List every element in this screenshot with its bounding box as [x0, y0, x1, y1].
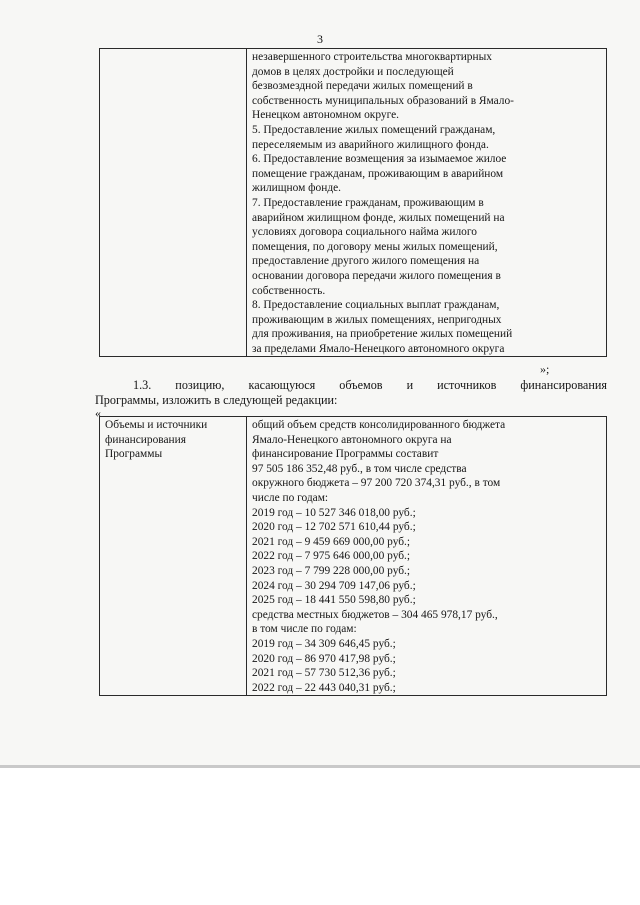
table1-line: собственность муниципальных образований в Ямало-: [252, 94, 514, 107]
funding-line: 2022 год – 7 975 646 000,00 руб.;: [252, 550, 411, 563]
closing-quote: »;: [540, 362, 550, 376]
table1-line: помещения, по договору мены жилых помещений,: [252, 240, 498, 253]
table1-line: за пределами Ямало-Ненецкого автономного округа: [252, 342, 505, 355]
table1-right-cell: [247, 49, 607, 357]
page-number: 3: [317, 32, 323, 46]
funding-label-cell: [100, 417, 247, 696]
funding-line: 2019 год – 10 527 346 018,00 руб.;: [252, 506, 416, 519]
funding-line: средства местных бюджетов – 304 465 978,17 руб.,: [252, 608, 498, 621]
funding-line: 2020 год – 12 702 571 610,44 руб.;: [252, 521, 416, 534]
table1-line: 5. Предоставление жилых помещений гражданам,: [252, 123, 496, 136]
table1-line: 7. Предоставление гражданам, проживающим в: [252, 196, 484, 209]
funding-label-line: Объемы и источники: [105, 419, 208, 431]
program-table-continued: [99, 48, 607, 357]
funding-line: 2022 год – 22 443 040,31 руб.;: [252, 681, 396, 694]
funding-line: числе по годам:: [252, 491, 329, 504]
open-quote: «: [95, 406, 101, 420]
funding-line: в том числе по годам:: [252, 623, 357, 636]
table1-line: домов в целях достройки и последующей: [252, 65, 454, 78]
table1-line: переселяемым из аварийного жилищного фонда.: [252, 138, 489, 151]
table1-line: для проживания, на приобретение жилых помещений: [252, 328, 513, 341]
table1-line: проживающим в жилых помещениях, непригодных: [252, 313, 502, 326]
funding-line: 2021 год – 9 459 669 000,00 руб.;: [252, 535, 411, 548]
funding-line: 2025 год – 18 441 550 598,80 руб.;: [252, 594, 416, 607]
funding-label-line: финансирования: [105, 433, 186, 446]
funding-line: 2024 год – 30 294 709 147,06 руб.;: [252, 579, 416, 592]
funding-line: 97 505 186 352,48 руб., в том числе средства: [252, 462, 467, 475]
funding-line: финансирование Программы составит: [252, 448, 439, 461]
funding-table: [99, 416, 607, 696]
funding-line: 2020 год – 86 970 417,98 руб.;: [252, 652, 396, 665]
funding-line: 2023 год – 7 799 228 000,00 руб.;: [252, 564, 411, 577]
table1-line: основании договора передачи жилого помещения в: [252, 269, 501, 282]
table1-line: незавершенного строительства многоквартирных: [252, 51, 492, 63]
table1-line: собственность.: [252, 284, 326, 297]
amendment-paragraph: [95, 378, 607, 408]
table1-left-cell: [100, 49, 247, 357]
paragraph-line-2: Программы, изложить в следующей редакции:: [95, 393, 338, 407]
table1-line: 8. Предоставление социальных выплат гражданам,: [252, 299, 500, 312]
table1-line: предоставление другого жилого помещения на: [252, 255, 480, 268]
funding-value-cell: [247, 417, 607, 696]
table1-line: 6. Предоставление возмещения за изымаемое жилое: [252, 153, 507, 166]
table1-line: условиях договора социального найма жилого: [252, 226, 477, 239]
funding-line: общий объем средств консолидированного бюджета: [252, 419, 506, 431]
funding-line: 2019 год – 34 309 646,45 руб.;: [252, 637, 396, 650]
table1-line: Ненецком автономном округе.: [252, 109, 399, 122]
table1-line: помещение гражданам, проживающим в аварийном: [252, 167, 504, 180]
page-bottom-edge: [0, 765, 640, 768]
funding-line: Ямало-Ненецкого автономного округа на: [252, 433, 452, 446]
paragraph-line-1: 1.3. позицию, касающуюся объемов и источников финансирования: [133, 378, 607, 392]
funding-line: окружного бюджета – 97 200 720 374,31 руб., в том: [252, 477, 501, 490]
table1-line: жилищном фонде.: [252, 182, 342, 195]
table1-line: безвозмездной передачи жилых помещений в: [252, 80, 473, 93]
funding-line: 2021 год – 57 730 512,36 руб.;: [252, 667, 396, 680]
funding-label-line: Программы: [105, 448, 163, 461]
table1-line: аварийном жилищном фонде, жилых помещений на: [252, 211, 505, 224]
